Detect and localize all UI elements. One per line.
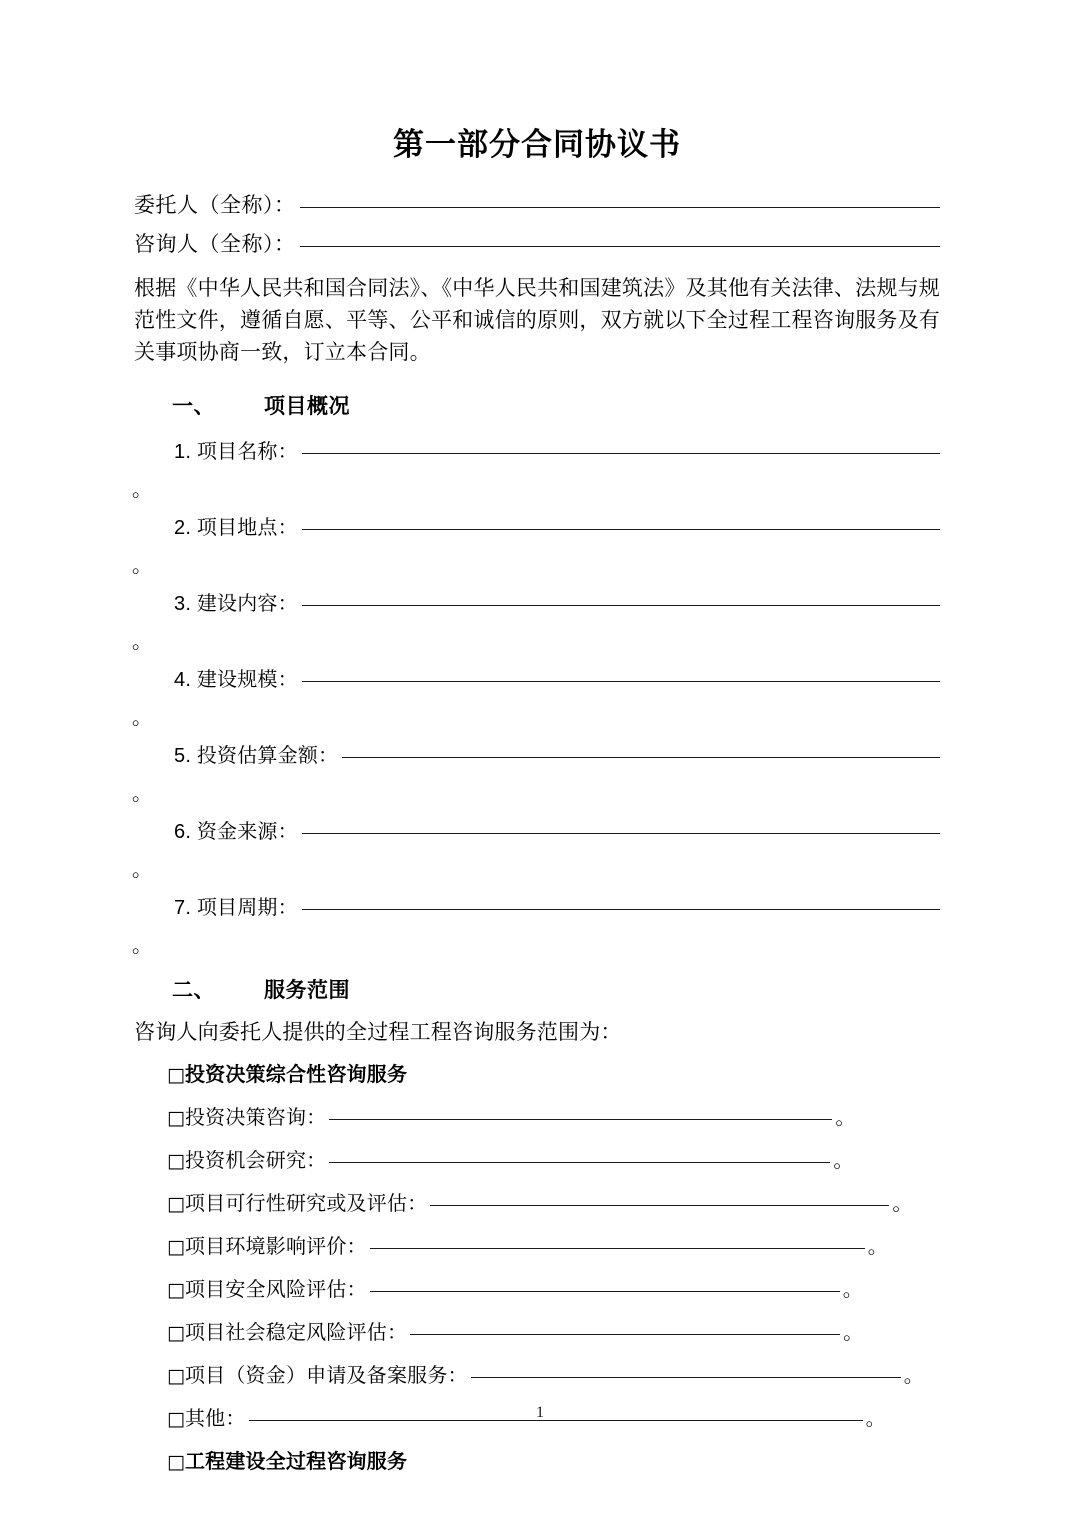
project-item-input-period[interactable] — [302, 908, 940, 910]
project-item-content — [134, 594, 940, 614]
checkbox-input[interactable] — [329, 1118, 832, 1120]
checkbox-icon[interactable]: □ — [167, 1322, 185, 1345]
checkbox-row-feasibility-study[interactable] — [134, 1194, 940, 1214]
project-item-input-content[interactable] — [302, 604, 940, 606]
wrapped-period-content: 。 — [132, 631, 152, 654]
checkbox-label: 项目社会稳定风险评估： — [184, 1322, 408, 1345]
checkbox-icon[interactable]: □ — [167, 1365, 185, 1388]
checkbox-trailing-period: 。 — [903, 1365, 924, 1388]
checkbox-trailing-period: 。 — [892, 1193, 913, 1216]
project-item-input-location[interactable] — [302, 528, 940, 530]
party-input-client[interactable] — [300, 206, 941, 208]
checkbox-input[interactable] — [430, 1204, 889, 1206]
project-item-input-scale[interactable] — [302, 680, 940, 682]
checkbox-row-safety-risk-assessment[interactable] — [134, 1280, 940, 1300]
checkbox-icon[interactable]: □ — [167, 1150, 185, 1173]
project-item-label-name: 1. 项目名称： — [174, 441, 298, 464]
party-row-client — [134, 195, 940, 216]
checkbox-row-investment-opportunity-study[interactable] — [134, 1151, 940, 1171]
checkbox-input[interactable] — [370, 1247, 865, 1249]
checkbox-row-construction-whole-process-group[interactable] — [134, 1452, 940, 1472]
checkbox-label: 项目（资金）申请及备案服务： — [184, 1365, 468, 1388]
checkbox-input[interactable] — [329, 1161, 830, 1163]
page-number: 1 — [536, 1404, 544, 1421]
service-scope-intro: 咨询人向委托人提供的全过程工程咨询服务范围为： — [134, 1021, 622, 1045]
project-item-input-name[interactable] — [302, 452, 940, 454]
wrapped-period-scale: 。 — [132, 707, 152, 730]
checkbox-label: 工程建设全过程咨询服务 — [184, 1451, 408, 1474]
project-item-input-investment[interactable] — [342, 756, 940, 758]
wrapped-period-investment: 。 — [132, 783, 152, 806]
project-item-label-period: 7. 项目周期： — [174, 897, 298, 920]
checkbox-input[interactable] — [370, 1290, 840, 1292]
checkbox-row-social-stability-risk-assessment[interactable] — [134, 1323, 940, 1343]
checkbox-icon[interactable]: □ — [167, 1107, 185, 1130]
project-item-scale — [134, 670, 940, 690]
checkbox-row-environmental-impact-assessment[interactable] — [134, 1237, 940, 1257]
checkbox-input[interactable] — [471, 1376, 901, 1378]
checkbox-trailing-period: 。 — [842, 1279, 863, 1302]
wrapped-period-name: 。 — [132, 479, 152, 502]
checkbox-icon[interactable]: □ — [167, 1279, 185, 1302]
section-number-two: 二、 — [172, 979, 215, 1003]
checkbox-icon[interactable]: □ — [167, 1236, 185, 1259]
section-number-one: 一、 — [172, 395, 215, 419]
checkbox-row-investment-decision-group[interactable] — [134, 1065, 940, 1085]
checkbox-icon[interactable]: □ — [167, 1193, 185, 1216]
checkbox-label: 项目安全风险评估： — [184, 1279, 367, 1302]
project-item-period — [134, 898, 940, 918]
project-item-location — [134, 518, 940, 538]
checkbox-label: 其他： — [184, 1408, 246, 1431]
section-title-service-scope: 服务范围 — [264, 979, 350, 1003]
checkbox-row-funding-application-filing[interactable] — [134, 1366, 940, 1386]
checkbox-label: 项目环境影响评价： — [184, 1236, 367, 1259]
checkbox-trailing-period: 。 — [865, 1408, 886, 1431]
checkbox-icon[interactable]: □ — [167, 1451, 185, 1474]
project-item-funding-source — [134, 822, 940, 842]
page-content — [134, 0, 940, 1495]
section-title-project-overview: 项目概况 — [264, 395, 350, 419]
checkbox-trailing-period: 。 — [867, 1236, 888, 1259]
project-item-label-investment: 5. 投资估算金额： — [174, 745, 339, 768]
party-fields — [134, 195, 940, 255]
section-heading-project-overview — [134, 390, 940, 420]
project-item-input-funding-source[interactable] — [302, 832, 940, 834]
checkbox-label: 投资决策综合性咨询服务 — [184, 1064, 408, 1087]
wrapped-period-period: 。 — [132, 935, 152, 958]
checkbox-trailing-period: 。 — [833, 1150, 854, 1173]
project-item-name — [134, 442, 940, 462]
checkbox-row-investment-decision-consulting[interactable] — [134, 1108, 940, 1128]
checkbox-icon[interactable]: □ — [167, 1408, 185, 1431]
preamble-paragraph: 根据《中华人民共和国合同法》、《中华人民共和国建筑法》及其他有关法律、法规与规范性文件，遵循自愿、平等、公平和诚信的原则，双方就以下全过程工程咨询服务及有关事项协商一致，订立本合同。 — [134, 276, 940, 364]
checkbox-label: 投资决策咨询： — [184, 1107, 327, 1130]
project-item-label-location: 2. 项目地点： — [174, 517, 298, 540]
party-input-consultant[interactable] — [300, 245, 941, 247]
section-heading-service-scope — [134, 974, 940, 1004]
checkbox-trailing-period: 。 — [835, 1107, 856, 1130]
party-label-client: 委托人（全称）： — [134, 193, 296, 217]
project-item-label-scale: 4. 建设规模： — [174, 669, 298, 692]
party-label-consultant: 咨询人（全称）： — [134, 232, 296, 256]
wrapped-period-funding-source: 。 — [132, 859, 152, 882]
checkbox-icon[interactable]: □ — [167, 1064, 185, 1087]
page-title: 第一部分合同协议书 — [393, 127, 681, 162]
project-item-label-content: 3. 建设内容： — [174, 593, 298, 616]
checkbox-input[interactable] — [410, 1333, 840, 1335]
checkbox-trailing-period: 。 — [843, 1322, 864, 1345]
party-row-consultant — [134, 234, 940, 255]
wrapped-period-location: 。 — [132, 555, 152, 578]
project-item-label-funding-source: 6. 资金来源： — [174, 821, 298, 844]
checkbox-label: 投资机会研究： — [184, 1150, 327, 1173]
project-item-investment — [134, 746, 940, 766]
checkbox-label: 项目可行性研究或及评估： — [184, 1193, 428, 1216]
